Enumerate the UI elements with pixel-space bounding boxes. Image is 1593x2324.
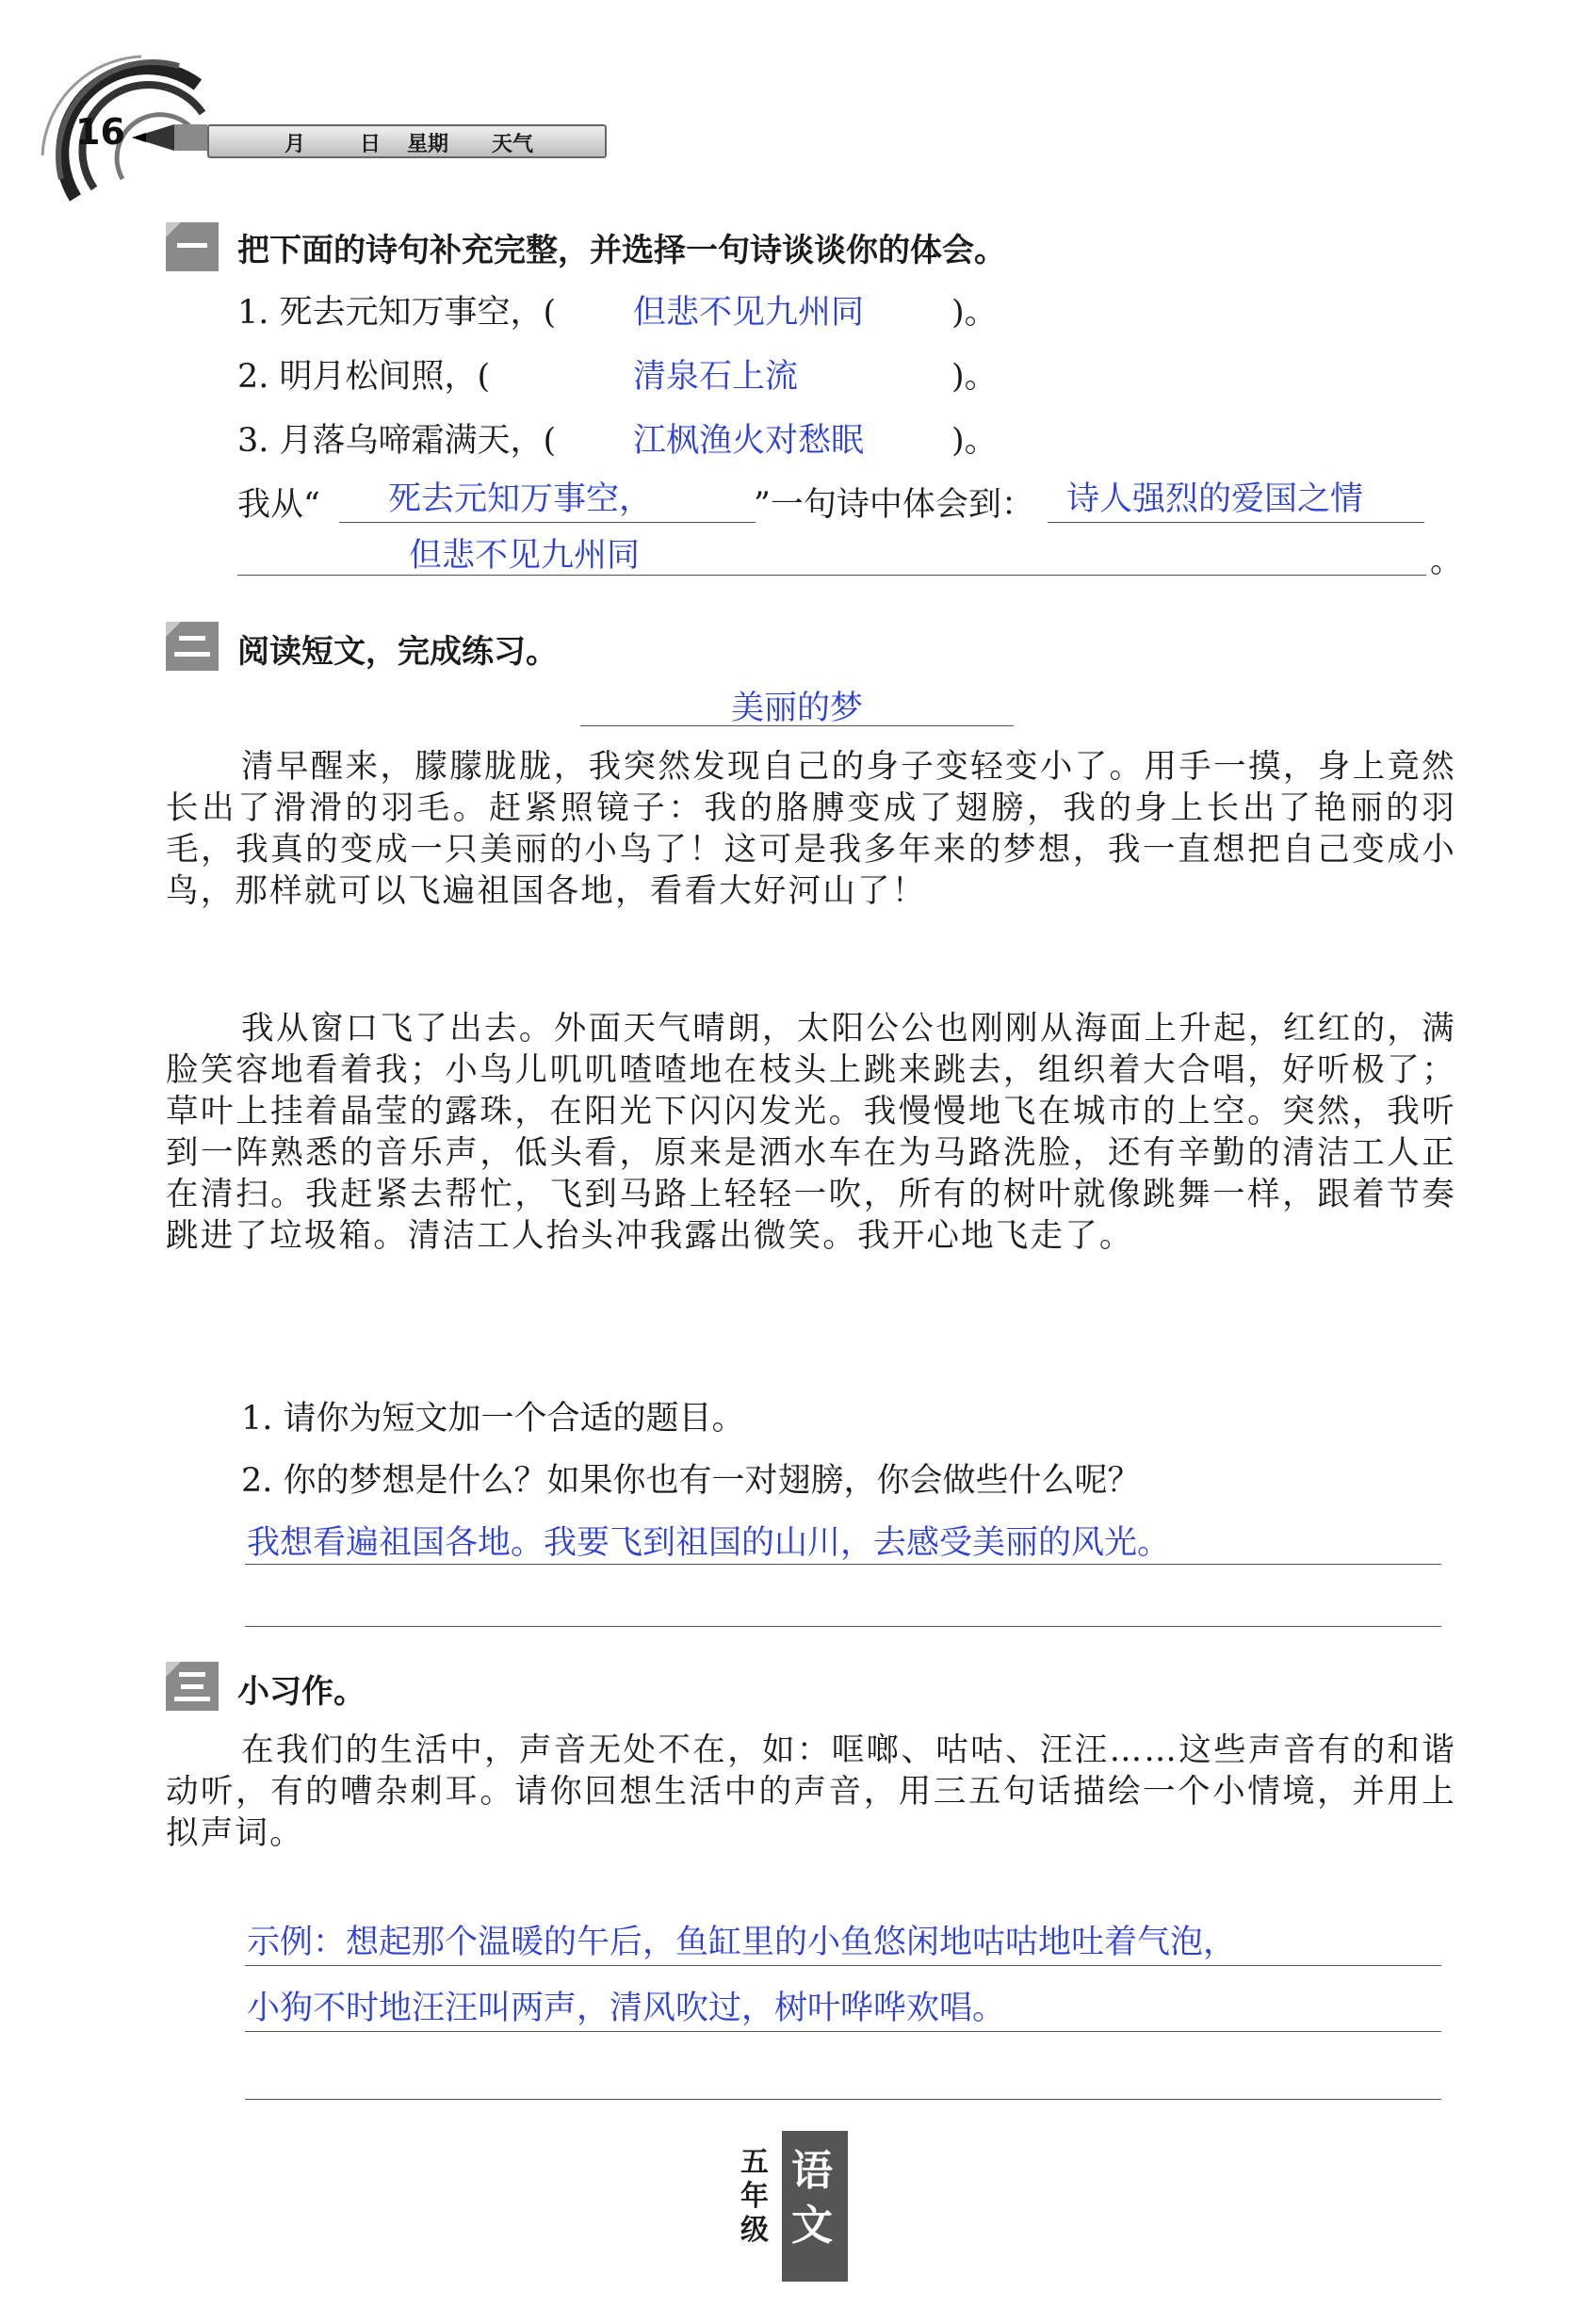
reflection-lead: 我从“	[237, 486, 320, 524]
composition-prompt: 在我们的生活中，声音无处不在，如：哐啷、咕咕、汪汪……这些声音有的和谐动听，有的嘈杂刺耳。请你回想生活中的声音，用三五句话描绘一个小情境，并用上拟声词。	[166, 1731, 1456, 1852]
story-paragraph-1: 清早醒来，朦朦胧胧，我突然发现自己的身子变轻变小了。用手一摸，身上竟然长出了滑滑的羽毛。赶紧照镜子：我的胳膊变成了翅膀，我的身上长出了艳丽的羽毛，我真的变成一只美丽的小鸟了！这可是我多年来的梦想，我一直想把自己变成小鸟，那样就可以飞遍祖国各地，看看大好河山了！	[166, 748, 1456, 910]
reflection-end: 。	[1430, 543, 1464, 580]
reflection-answer: 诗人强烈的爱国之情	[1066, 480, 1364, 518]
footer-subject: 语文	[791, 2147, 833, 2250]
reflection-quote-line1: 死去元知万事空，	[388, 480, 653, 518]
page-header	[38, 47, 641, 207]
poem-item-2-answer: 清泉石上流	[633, 358, 799, 396]
date-field-month: 月	[284, 133, 306, 156]
poem-item-1-answer: 但悲不见九州同	[633, 294, 865, 332]
story-title: 美丽的梦	[730, 690, 863, 727]
reflection-row	[237, 480, 1464, 588]
poem-item-2-suffix: )。	[951, 358, 998, 396]
section-2-badge	[166, 622, 219, 671]
reflection-quote-line2: 但悲不见九州同	[409, 537, 641, 575]
poem-item-3	[237, 420, 1085, 462]
composition-answer-line2: 小狗不时地汪汪叫两声，清风吹过，树叶哗哗欢唱。	[247, 1990, 1006, 2027]
dream-answer: 我想看遍祖国各地。我要飞到祖国的山川，去感受美丽的风光。	[247, 1524, 1171, 1562]
footer-grade: 五年级	[740, 2146, 769, 2247]
poem-item-2	[237, 356, 1085, 398]
date-field-weekday: 星期	[407, 133, 449, 156]
composition-answer-line1: 示例：想起那个温暖的午后，鱼缸里的小鱼悠闲地咕咕地吐着气泡，	[247, 1924, 1237, 1961]
question-1: 1. 请你为短文加一个合适的题目。	[241, 1400, 745, 1438]
date-field-day: 日	[360, 133, 382, 156]
page-number: 16	[75, 111, 125, 153]
reflection-middle: ”一句诗中体会到：	[754, 486, 1034, 524]
question-2: 2. 你的梦想是什么？如果你也有一对翅膀，你会做些什么呢？	[241, 1462, 1141, 1500]
footer-subject-tab	[782, 2131, 848, 2282]
pencil-icon	[132, 119, 207, 156]
poem-item-2-prefix: 2. 明月松间照，(	[237, 358, 491, 396]
section-3-badge	[166, 1662, 219, 1711]
date-field-weather: 天气	[492, 133, 534, 156]
story-paragraph-2: 我从窗口飞了出去。外面天气晴朗，太阳公公也刚刚从海面上升起，红红的，满脸笑容地看着我；小鸟儿叽叽喳喳地在枝头上跳来跳去，组织着大合唱，好听极了；草叶上挂着晶莹的露珠，在阳光下闪闪发光。我慢慢地飞在城市的上空。突然，我听到一阵熟悉的音乐声，低头看，原来是洒水车在为马路洗脸，还有辛勤的清洁工人正在清扫。我赶紧去帮忙，飞到马路上轻轻一吹，所有的树叶就像跳舞一样，跟着节奏跳进了垃圾箱。清洁工人抬头冲我露出微笑。我开心地飞走了。	[166, 1010, 1456, 1255]
section-1-badge	[166, 222, 219, 271]
poem-item-1	[237, 292, 1085, 333]
section-1-title: 把下面的诗句补充完整，并选择一句诗谈谈你的体会。	[237, 232, 1006, 269]
section-3-title: 小习作。	[237, 1673, 366, 1711]
poem-item-1-prefix: 1. 死去元知万事空，(	[237, 294, 557, 332]
poem-item-1-suffix: )。	[951, 294, 998, 332]
poem-item-3-answer: 江枫渔火对愁眠	[633, 422, 865, 460]
poem-item-3-prefix: 3. 月落乌啼霜满天，(	[237, 422, 557, 460]
date-bar	[207, 124, 607, 158]
poem-item-3-suffix: )。	[951, 422, 998, 460]
section-2-title: 阅读短文，完成练习。	[237, 633, 558, 671]
